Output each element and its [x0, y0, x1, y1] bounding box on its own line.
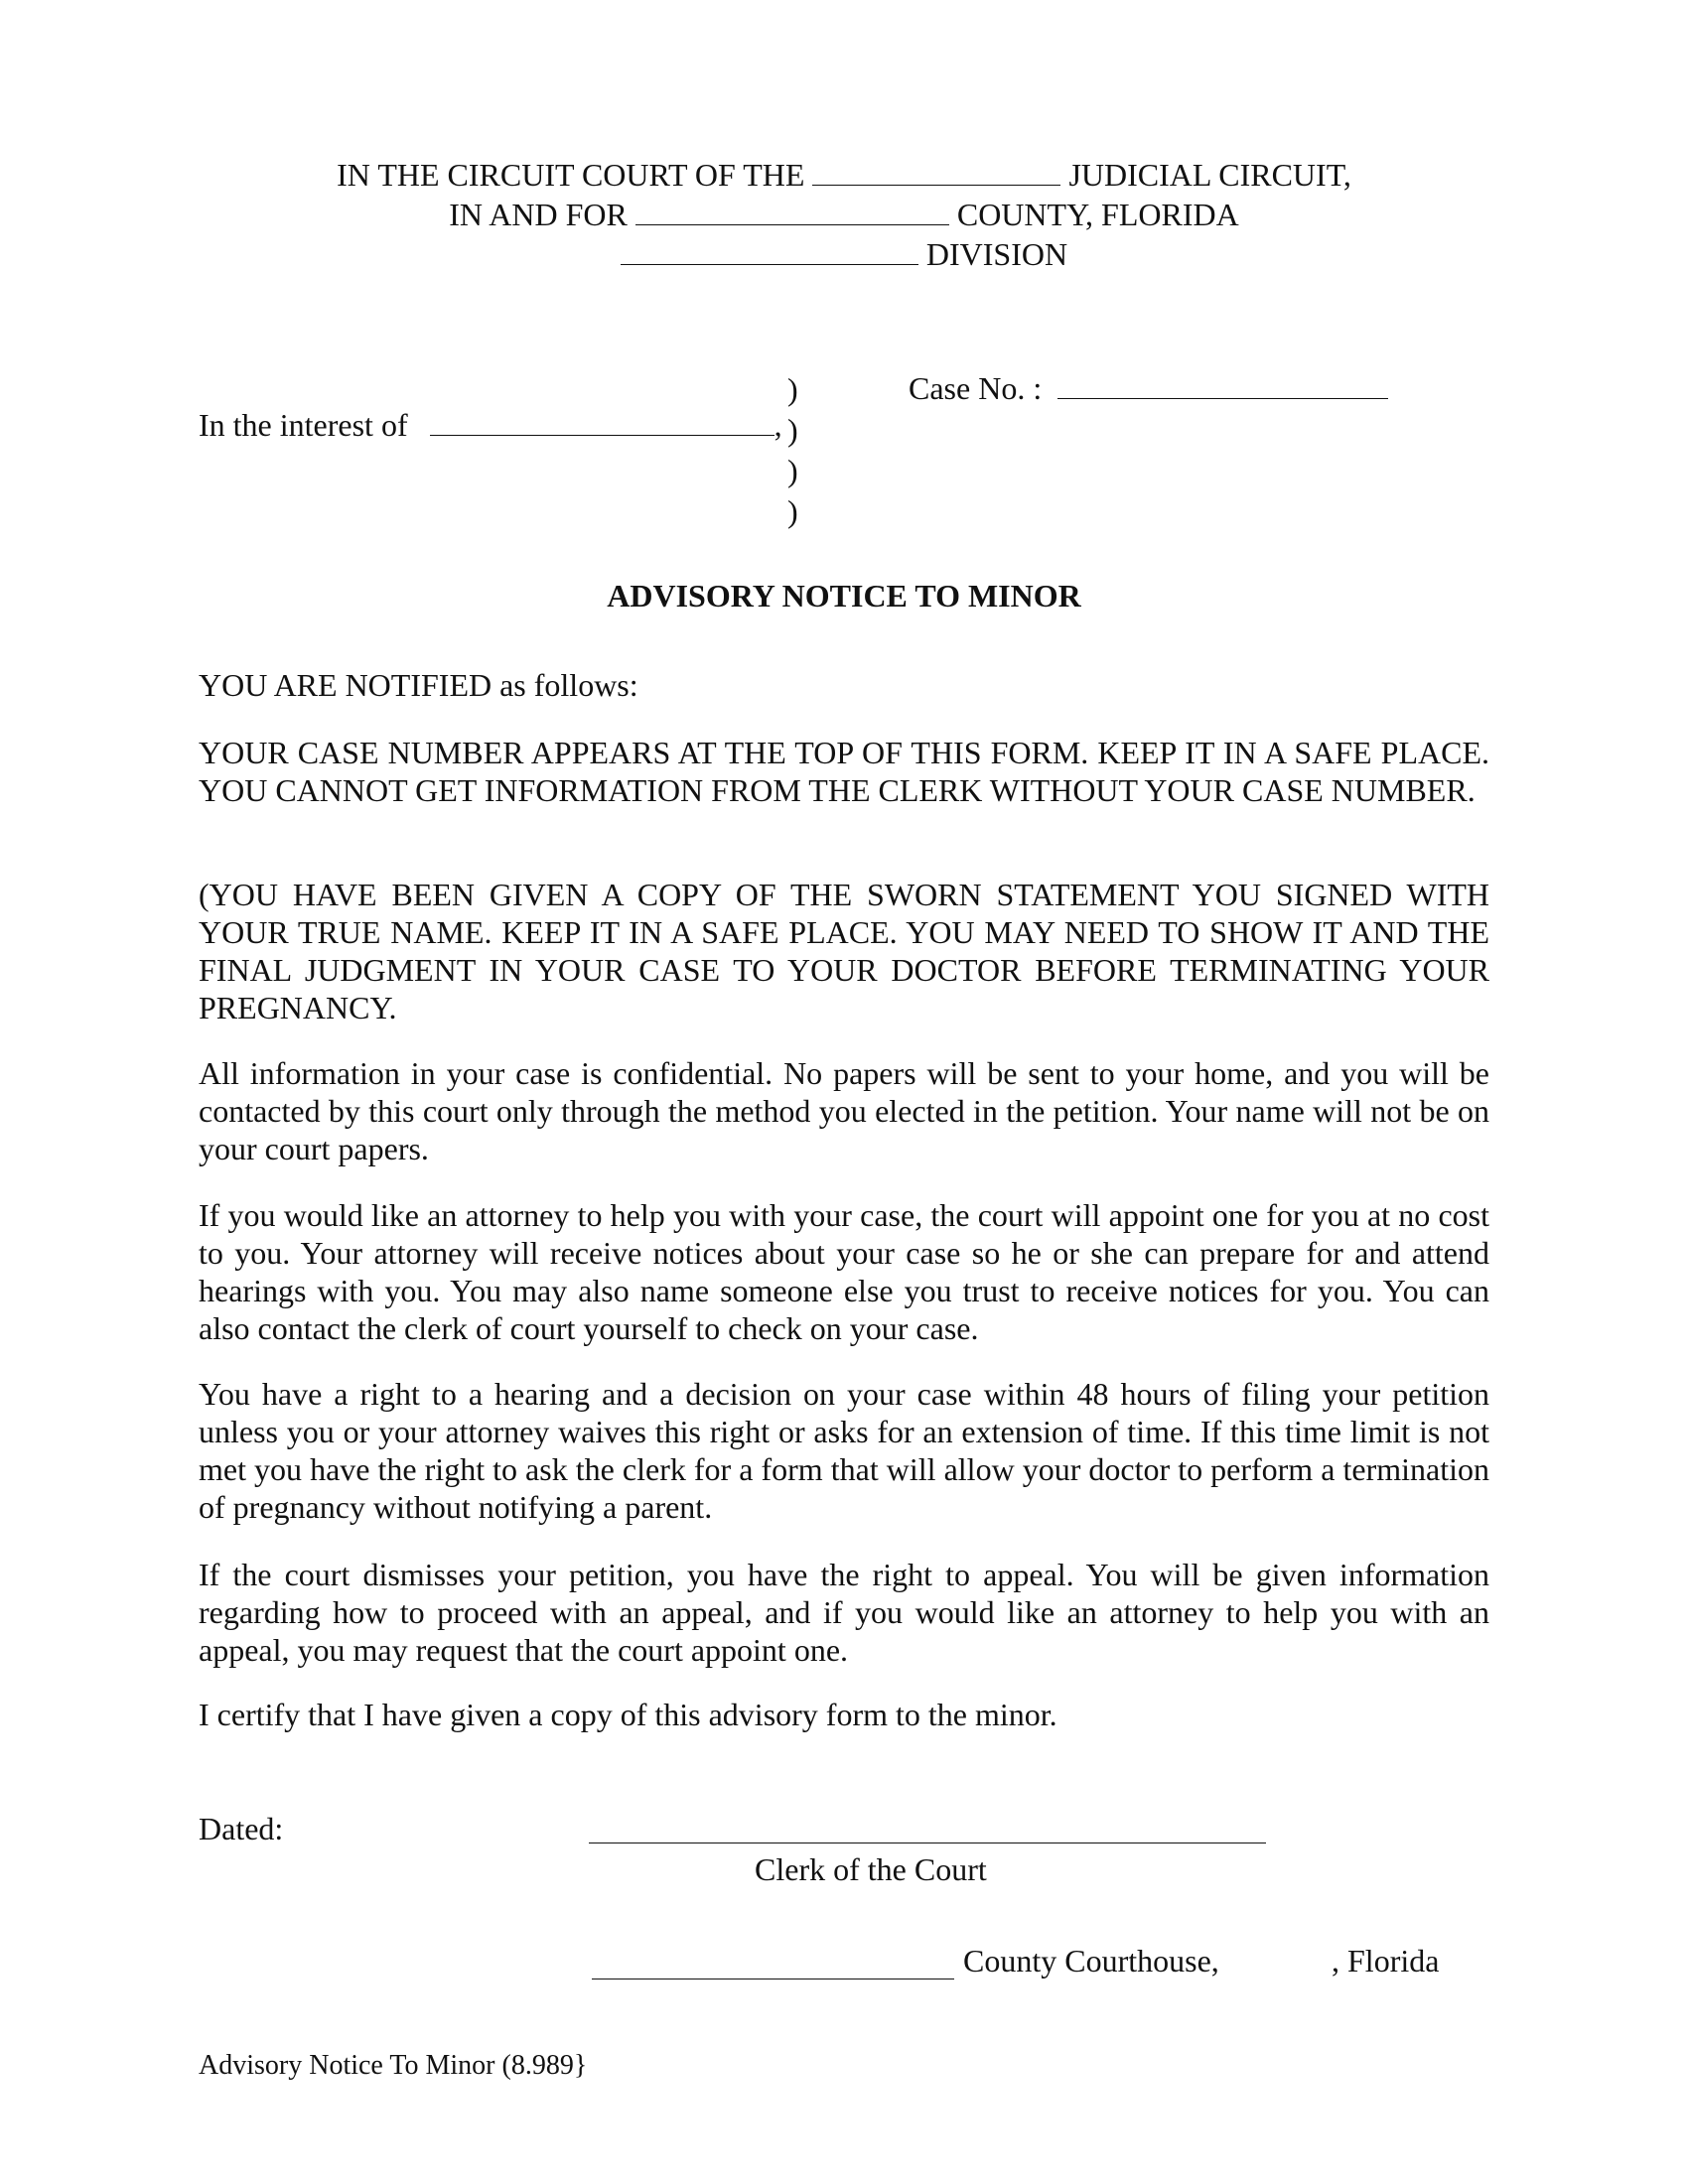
case-number-blank[interactable] — [1057, 370, 1388, 399]
header-text: COUNTY, FLORIDA — [956, 197, 1239, 232]
notified-line: YOU ARE NOTIFIED as follows: — [199, 667, 638, 703]
case-number-line — [909, 369, 1388, 407]
paragraph-appeal: If the court dismisses your petition, you have the right to appeal. You will be given information regarding how to proceed with an appeal, and if you would like an attorney to help you with an appeal, you may request that the court appoint one. — [199, 1557, 1489, 1668]
caption-parentheses — [787, 369, 807, 532]
court-header-line-2 — [0, 196, 1688, 233]
header-text: IN AND FOR — [449, 197, 628, 232]
paren: ) — [787, 412, 798, 448]
clerk-label: Clerk of the Court — [755, 1851, 987, 1887]
comma: , — [774, 407, 782, 443]
minor-name-blank[interactable] — [430, 407, 774, 436]
paragraph-hearing: You have a right to a hearing and a decision on your case within 48 hours of filing your petition unless you or your attorney waives this right or asks for an extension of time. If this time limit is not met you have the right to ask the clerk for a form that will allow your doctor to perform a termination of pregnancy without notifying a parent. — [199, 1376, 1489, 1525]
circuit-blank[interactable] — [812, 157, 1060, 186]
county-blank[interactable] — [635, 197, 949, 225]
certify-line: I certify that I have given a copy of this advisory form to the minor. — [199, 1697, 1057, 1732]
paren: ) — [787, 453, 798, 488]
paragraph-attorney: If you would like an attorney to help you with your case, the court will appoint one for you at no cost to you. Your attorney will receive notices about your case so he or she can prepare for and attend hearings with you. You may also name someone else you trust to receive notices for you. You can also contact the clerk of court yourself to check on your case. — [199, 1197, 1489, 1346]
interest-label: In the interest of — [199, 407, 408, 443]
paren: ) — [787, 371, 798, 407]
dated-label: Dated: — [199, 1811, 284, 1846]
court-header-line-3 — [0, 235, 1688, 273]
paren: ) — [787, 493, 798, 529]
paragraph-confidential: All information in your case is confidential. No papers will be sent to your home, and you will be contacted by this court only through the method you elected in the petition. Your name will not be on your court papers. — [199, 1055, 1489, 1166]
header-text: IN THE CIRCUIT COURT OF THE — [337, 157, 805, 193]
case-no-label: Case No. : — [909, 370, 1043, 406]
court-header-line-1 — [0, 156, 1688, 194]
courthouse-label: County Courthouse, — [963, 1943, 1219, 1979]
division-blank[interactable] — [621, 236, 918, 265]
paragraph-sworn-statement: (YOU HAVE BEEN GIVEN A COPY OF THE SWORN STATEMENT YOU SIGNED WITH YOUR TRUE NAME. KEEP IT IN A SAFE PLACE. YOU MAY NEED TO SHOW IT AND THE FINAL JUDGMENT IN YOUR CASE TO YOUR DOCTOR BEFORE TERMINATING YOUR PREGNANCY. — [199, 877, 1489, 1025]
interest-of-line — [199, 406, 782, 444]
header-text: DIVISION — [925, 236, 1068, 272]
document-title: ADVISORY NOTICE TO MINOR — [607, 578, 1081, 614]
header-text: JUDICIAL CIRCUIT, — [1068, 157, 1351, 193]
florida-label: , Florida — [1332, 1943, 1440, 1979]
form-footer: Advisory Notice To Minor (8.989} — [199, 2050, 588, 2081]
paragraph-case-number: YOUR CASE NUMBER APPEARS AT THE TOP OF THIS FORM. KEEP IT IN A SAFE PLACE. YOU CANNOT GET INFORMATION FROM THE CLERK WITHOUT YOUR CASE NUMBER. — [199, 735, 1489, 808]
